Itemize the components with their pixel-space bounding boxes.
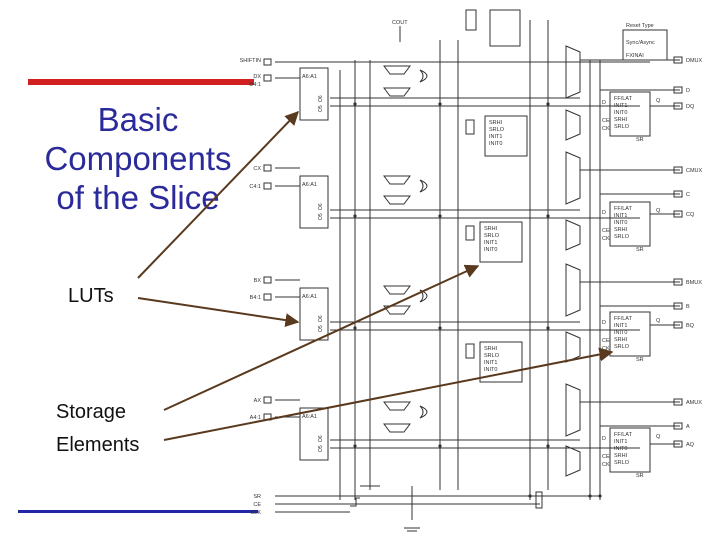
ff-d-pin-ck: CK xyxy=(602,126,610,132)
out-mux-b xyxy=(566,264,580,316)
ff-c-line-1: FF/LAT xyxy=(614,206,632,212)
out-aq: AQ xyxy=(686,442,694,448)
callout-arrows xyxy=(138,112,612,440)
in-d41: D4:1 xyxy=(249,82,261,88)
in-dx: DX xyxy=(253,74,261,80)
latch-d-line-4: INIT0 xyxy=(489,141,503,147)
cout-label: COUT xyxy=(392,20,408,26)
ff-a-line-3: INIT0 xyxy=(614,446,628,452)
ff-a-pin-ce: CE xyxy=(602,454,610,460)
ff-c-line-3: INIT0 xyxy=(614,220,628,226)
ff-b-line-3: INIT0 xyxy=(614,330,628,336)
lut-b-o6: O6 xyxy=(318,315,324,322)
xor-c xyxy=(420,180,427,192)
ff-d-pin-sr: SR xyxy=(636,137,644,143)
latch-b-line-1: SRHI xyxy=(484,346,498,352)
ff-d-line-3: INIT0 xyxy=(614,110,628,116)
top-flop-block xyxy=(466,10,476,30)
lut-b-o5: O5 xyxy=(318,325,324,332)
ff-a-pin-q: Q xyxy=(656,434,661,440)
ff-c-line-5: SRLO xyxy=(614,234,629,240)
ff-b-line-2: INIT1 xyxy=(614,323,628,329)
reset-type-label: Reset Type xyxy=(626,23,654,29)
out-a: A xyxy=(686,424,690,430)
ff-b-pin-d: D xyxy=(602,320,606,326)
ff-a-line-4: SRHI xyxy=(614,453,628,459)
out-c: C xyxy=(686,192,690,198)
ff-b-pin-ce: CE xyxy=(602,338,610,344)
out-bq: BQ xyxy=(686,323,694,329)
in-c41: C4:1 xyxy=(249,184,261,190)
ff-a-pin-d: D xyxy=(602,436,606,442)
lut-a-o5: O5 xyxy=(318,445,324,452)
ff-b-line-4: SRHI xyxy=(614,337,628,343)
latch-c-line-1: SRHI xyxy=(484,226,498,232)
out-mux-c xyxy=(566,152,580,204)
latch-c-line-4: INIT0 xyxy=(484,247,498,253)
ff-b-line-5: SRLO xyxy=(614,344,629,350)
lut-d-label: A6:A1 xyxy=(302,74,317,80)
in-b41: B4:1 xyxy=(249,295,261,301)
title-line-3: of the Slice xyxy=(56,179,220,216)
ff-b-pin-q: Q xyxy=(656,318,661,324)
ff-c-line-4: SRHI xyxy=(614,227,628,233)
in-ax: AX xyxy=(253,398,261,404)
ff-c-pin-sr: SR xyxy=(636,247,644,253)
ff-b-line-1: FF/LAT xyxy=(614,316,632,322)
out-d: D xyxy=(686,88,690,94)
junction-dots xyxy=(353,102,601,497)
latch-b-line-3: INIT1 xyxy=(484,360,498,366)
ff-d-line-2: INIT1 xyxy=(614,103,628,109)
lut-a-label: A6:A1 xyxy=(302,414,317,420)
latch-d-line-2: SRLO xyxy=(489,127,504,133)
storage-label-line-2: Elements xyxy=(56,434,140,456)
fxinai-label: FXINAI xyxy=(626,53,644,59)
ff-d-pin-d: D xyxy=(602,100,606,106)
ff-a-line-5: SRLO xyxy=(614,460,629,466)
xor-d xyxy=(420,70,427,82)
latch-d-line-3: INIT1 xyxy=(489,134,503,140)
in-ce: CE xyxy=(253,502,261,508)
ff-c-pin-d: D xyxy=(602,210,606,216)
latch-b-line-4: INIT0 xyxy=(484,367,498,373)
ff-c-line-2: INIT1 xyxy=(614,213,628,219)
ff-d-pin-q: Q xyxy=(656,98,661,104)
lut-c-label: A6:A1 xyxy=(302,182,317,188)
latch-b-line-2: SRLO xyxy=(484,353,499,359)
ff-c-pin-ce: CE xyxy=(602,228,610,234)
lut-c-o5: O5 xyxy=(318,213,324,220)
out-cq: CQ xyxy=(686,212,695,218)
arrow-title-to-lut xyxy=(138,112,298,278)
arrow-storage-to-ff xyxy=(164,352,612,440)
ff-d-line-5: SRLO xyxy=(614,124,629,130)
title-line-2: Components xyxy=(44,140,232,177)
output-ports xyxy=(674,57,682,447)
ff-d-line-1: FF/LAT xyxy=(614,96,632,102)
out-bmux: BMUX xyxy=(686,280,702,286)
ff-a-line-1: FF/LAT xyxy=(614,432,632,438)
xor-a xyxy=(420,406,427,418)
ff-b-pin-ck: CK xyxy=(602,346,610,352)
out-dmux: DMUX xyxy=(686,58,703,64)
out-mux-a xyxy=(566,384,580,436)
lut-output-labels xyxy=(318,95,324,452)
ff-c-pin-q: Q xyxy=(656,208,661,214)
storage-label-line-1: Storage xyxy=(56,401,127,423)
out-b: B xyxy=(686,304,690,310)
ff-d-pin-ce: CE xyxy=(602,118,610,124)
in-cx: CX xyxy=(253,166,261,172)
lut-d-o5: O5 xyxy=(318,105,324,112)
top-init-block xyxy=(490,10,520,46)
ff-b-pin-sr: SR xyxy=(636,357,644,363)
schematic-text xyxy=(240,20,703,516)
arrow-luts-to-lut xyxy=(138,298,298,322)
latch-d-line-1: SRHI xyxy=(489,120,503,126)
in-sr: SR xyxy=(253,494,261,500)
in-bx: BX xyxy=(253,278,261,284)
lut-b-label: A6:A1 xyxy=(302,294,317,300)
ff-d-line-4: SRHI xyxy=(614,117,628,123)
out-amux: AMUX xyxy=(686,400,702,406)
ff-a-line-2: INIT1 xyxy=(614,439,628,445)
out-cmux: CMUX xyxy=(686,168,703,174)
title-line-1: Basic xyxy=(97,101,179,138)
latch-c-line-2: SRLO xyxy=(484,233,499,239)
sync-async-label: Sync/Async xyxy=(626,40,655,46)
input-ports xyxy=(264,59,271,420)
lut-d-o6: O6 xyxy=(318,95,324,102)
in-shiftin: SHIFTIN xyxy=(239,58,261,64)
luts-label: LUTs xyxy=(68,285,114,307)
ff-a-pin-sr: SR xyxy=(636,473,644,479)
lut-c-o6: O6 xyxy=(318,203,324,210)
in-a41: A4:1 xyxy=(249,415,261,421)
ff-c-pin-ck: CK xyxy=(602,236,610,242)
in-clk: CLK xyxy=(250,510,261,516)
out-mux-d xyxy=(566,46,580,98)
lut-a-o6: O6 xyxy=(318,435,324,442)
out-dq: DQ xyxy=(686,104,695,110)
latch-c-line-3: INIT1 xyxy=(484,240,498,246)
ff-a-pin-ck: CK xyxy=(602,462,610,468)
